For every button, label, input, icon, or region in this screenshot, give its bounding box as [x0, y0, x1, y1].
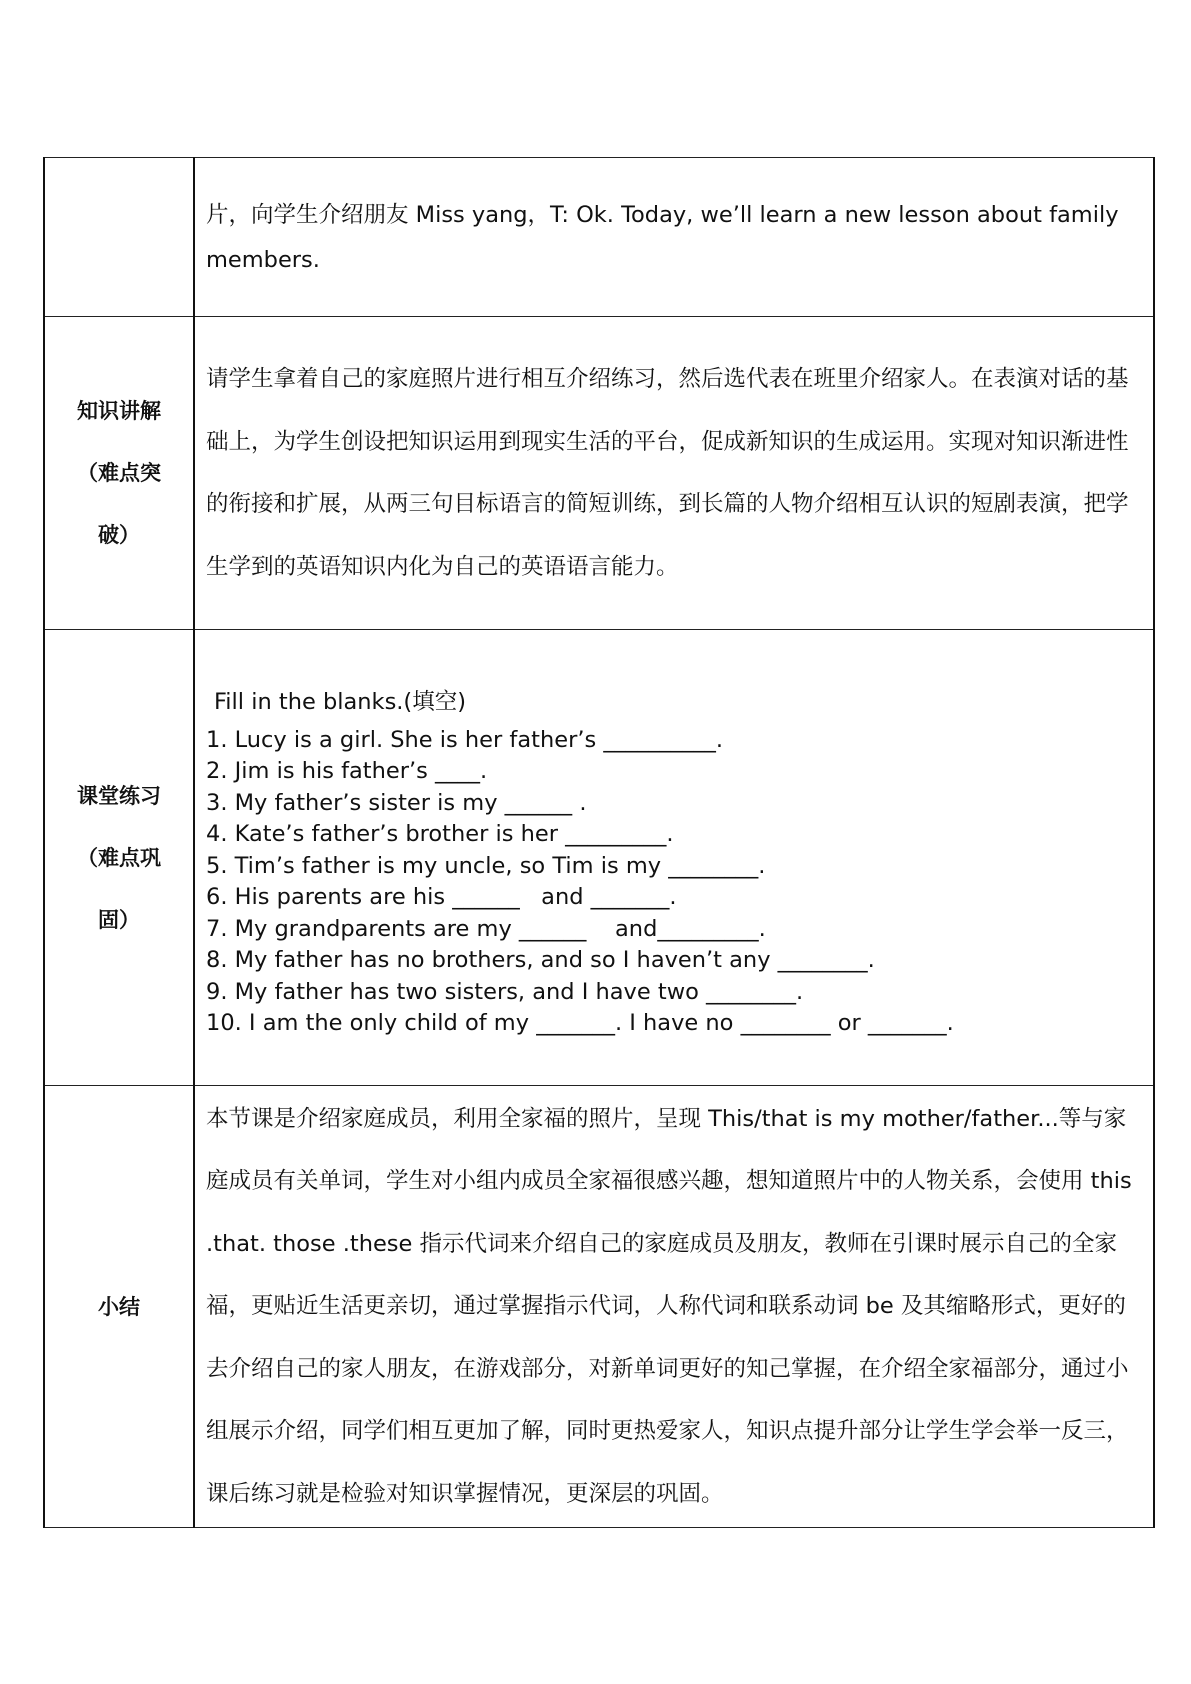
label-line: 破） — [98, 523, 140, 547]
exercise-item: 9. My father has two sisters, and I have two ________. — [206, 978, 804, 1005]
exercise-item: 6. His parents are his ______ and _______. — [206, 884, 677, 910]
knowledge-explanation-label — [44, 317, 194, 630]
label-line: 知识讲解 — [77, 399, 161, 423]
label-line: （难点突 — [77, 461, 161, 485]
classroom-practice-cell — [194, 630, 1154, 1086]
exercise-item: 2. Jim is his father’s ____. — [206, 758, 488, 784]
exercise-item: 4. Kate’s father’s brother is her _________. — [206, 821, 674, 847]
exercise-item: 3. My father’s sister is my ______ . — [206, 789, 587, 816]
table-row — [44, 317, 1154, 630]
exercise-item: 7. My grandparents are my ______ and_________. — [206, 915, 766, 942]
intro-text: 片，向学生介绍朋友 Miss yang，T: Ok. Today, we’ll learn a new lesson about family members. — [206, 202, 1119, 273]
label-line: 小结 — [98, 1294, 140, 1319]
exercise-list — [206, 725, 1143, 1040]
exercise-item: 5. Tim’s father is my uncle, so Tim is my ________. — [206, 852, 766, 879]
exercise-item: 1. Lucy is a girl. She is her father’s __________. — [206, 726, 723, 753]
exercise-item: 10. I am the only child of my _______. I have no ________ or _______. — [206, 1010, 954, 1036]
exercise-item: 8. My father has no brothers, and so I haven’t any ________. — [206, 947, 875, 973]
row-label-empty — [44, 158, 194, 317]
knowledge-explanation-cell — [194, 317, 1154, 630]
label-line: （难点巩 — [77, 845, 161, 870]
table-row — [44, 630, 1154, 1086]
summary-text: 本节课是介绍家庭成员，利用全家福的照片，呈现 This/that is my mother/father...等与家庭成员有关单词，学生对小组内成员全家福很感兴趣，想知道照片中的人物关系，会使用 this .that. those .these 指示代词来介绍自己的家庭成员及朋友，教师在引课时展示自己的全家福，更贴近生活更亲切，通过掌握指示代词，人称代词和联系动词 be 及其缩略形式，更好的去介绍自己的家人朋友，在游戏部分，对新单词更好的知己掌握，在介绍全家福部分，通过小组展示介绍，同学们相互更加了解，同时更热爱家人，知识点提升部分让学生学会举一反三，课后练习就是检验对知识掌握情况，更深层的巩固。 — [206, 1105, 1132, 1507]
knowledge-explanation-text: 请学生拿着自己的家庭照片进行相互介绍练习，然后选代表在班里介绍家人。在表演对话的基础上，为学生创设把知识运用到现实生活的平台，促成新知识的生成运用。实现对知识渐进性的衔接和扩展，从两三句目标语言的简短训练，到长篇的人物介绍相互认识的短剧表演，把学生学到的英语知识内化为自己的英语语言能力。 — [206, 366, 1129, 580]
label-line: 固） — [98, 907, 140, 932]
exercise-title: Fill in the blanks.(填空) — [214, 688, 466, 715]
table-row — [44, 158, 1154, 317]
summary-label — [44, 1086, 194, 1528]
label-line: 课堂练习 — [77, 783, 161, 808]
table-row — [44, 1086, 1154, 1528]
intro-cell — [194, 158, 1154, 317]
classroom-practice-label — [44, 630, 194, 1086]
lesson-plan-table — [43, 157, 1155, 1528]
summary-cell — [194, 1086, 1154, 1528]
